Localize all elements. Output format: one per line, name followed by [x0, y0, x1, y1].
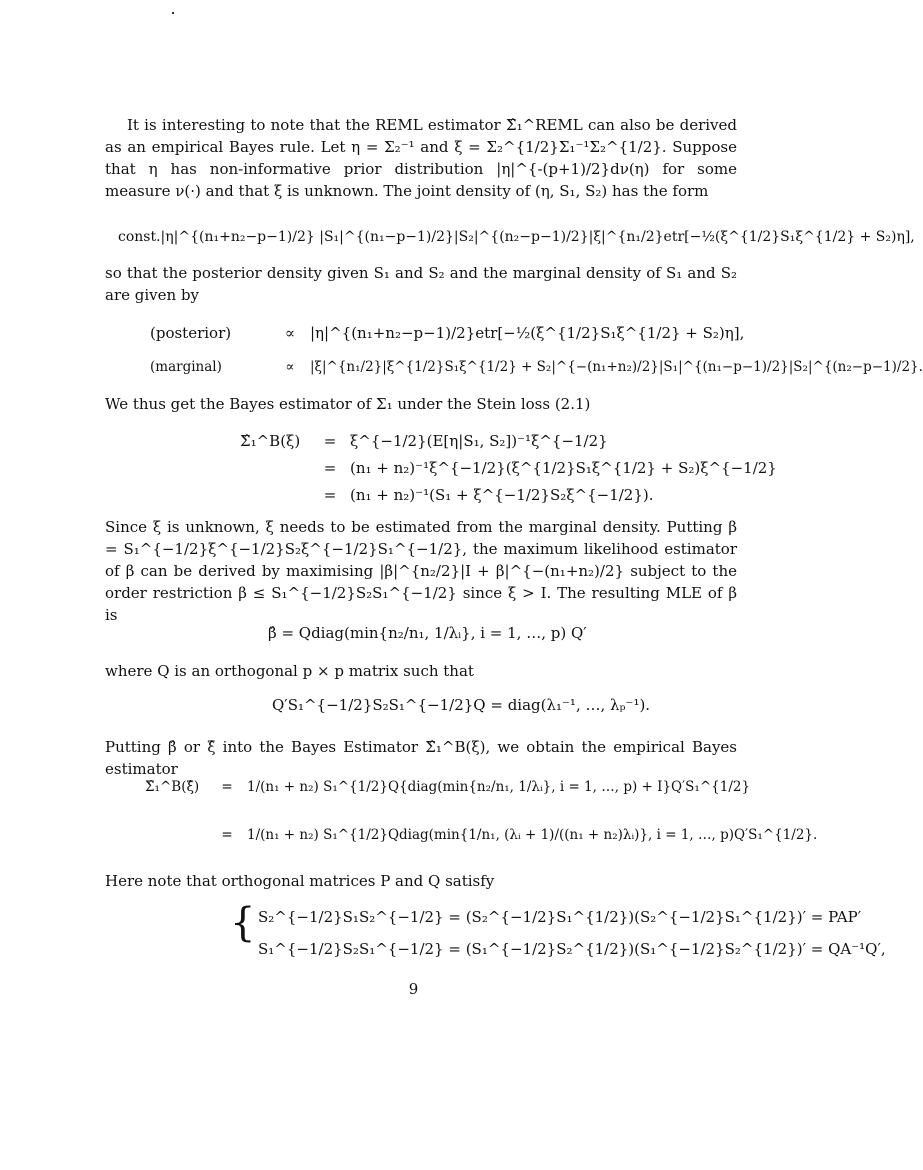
- left-brace: {: [230, 900, 256, 946]
- posterior-relation: ∝: [284, 324, 296, 342]
- marginal-rhs: |ξ|^{n₁/2}|ξ^{1/2}S₁ξ^{1/2} + S₂|^{−(n₁+n₂)/2}|S₁|^{(n₁−p−1)/2}|S₂|^{(n₂−p−1)/2}.: [310, 359, 923, 375]
- equation-bayes-row-1: Σ̂₁^B(ξ) = ξ^{−1/2}(E[η|S₁, S₂])⁻¹ξ^{−1/2}: [240, 432, 608, 450]
- equation-eb-row-1: Σ̂₁^B(ξ̂) = 1/(n₁ + n₂) S₁^{1/2}Q{diag(min{n₂/n₁, 1/λᵢ}, i = 1, …, p) + I}Q′S₁^{1/2}: [145, 776, 750, 798]
- equation-bayes-row-3: = (n₁ + n₂)⁻¹(S₁ + ξ^{−1/2}S₂ξ^{−1/2}).: [323, 486, 654, 504]
- eb-lhs: Σ̂₁^B(ξ̂): [145, 779, 200, 795]
- bayes-line-2: (n₁ + n₂)⁻¹ξ^{−1/2}(ξ^{1/2}S₁ξ^{1/2} + S₂)ξ^{−1/2}: [350, 459, 777, 477]
- equation-posterior-row: [150, 322, 744, 344]
- posterior-rhs: |η|^{(n₁+n₂−p−1)/2}etr[−½(ξ^{1/2}S₁ξ^{1/2} + S₂)η],: [310, 324, 745, 342]
- equation-pq-row-1: S₂^{−1/2}S₁S₂^{−1/2} = (S₂^{−1/2}S₁^{1/2})(S₂^{−1/2}S₁^{1/2})′ = PAP′: [258, 908, 862, 926]
- paragraph-reml-intro: It is interesting to note that the REML estimator Σ̂₁^REML can also be derived as an empirical Bayes rule. Let η = Σ₂⁻¹ and ξ = Σ₂^{1/2}Σ₁⁻¹Σ₂^{1/2}. Suppose that η has non-informative prior distribution |η|^{-(p+1)/2}dν(η) for some measure ν(·) and that ξ is unknown. The joint density of (η, S₁, S₂) has the form: [105, 116, 737, 200]
- equation-bayes-row-2: = (n₁ + n₂)⁻¹ξ^{−1/2}(ξ^{1/2}S₁ξ^{1/2} + S₂)ξ^{−1/2}: [323, 459, 777, 477]
- paragraph-posterior-marginal: so that the posterior density given S₁ and S₂ and the marginal density of S₁ and S₂ are given by: [105, 264, 737, 304]
- bayes-line-3: (n₁ + n₂)⁻¹(S₁ + ξ^{−1/2}S₂ξ^{−1/2}).: [350, 486, 654, 504]
- marginal-relation: ∝: [285, 359, 295, 375]
- equation-q-diag: Q′S₁^{−1/2}S₂S₁^{−1/2}Q = diag(λ₁⁻¹, …, λₚ⁻¹).: [272, 696, 651, 714]
- equation-joint-density: const.|η|^{(n₁+n₂−p−1)/2} |S₁|^{(n₁−p−1)/2}|S₂|^{(n₂−p−1)/2}|ξ|^{n₁/2}etr[−½(ξ^{1/2}S₁ξ^{1/2} + S₂)η],: [118, 229, 915, 245]
- equation-eb-row-2: = 1/(n₁ + n₂) S₁^{1/2}Qdiag(min{1/n₁, (λᵢ + 1)/((n₁ + n₂)λᵢ)}, i = 1, …, p)Q′S₁^{1/2}.: [221, 827, 818, 843]
- bayes-lhs: Σ̂₁^B(ξ): [240, 432, 301, 450]
- equation-beta-hat: β̂ = Qdiag(min{n₂/n₁, 1/λᵢ}, i = 1, …, p) Q′: [268, 624, 587, 642]
- paragraph-mle-beta: Since ξ is unknown, ξ needs to be estimated from the marginal density. Putting β = S₁^{−1/2}ξ^{−1/2}S₂ξ^{−1/2}S₁^{−1/2}, the maximum likelihood estimator of β can be derived by maximising |β|^{n₂/2}|I + β|^{−(n₁+n₂)/2} subject to the order restriction β ≤ S₁^{−1/2}S₂S₁^{−1/2} since ξ > I. The resulting MLE of β is: [105, 518, 737, 624]
- marginal-label: (marginal): [150, 359, 222, 375]
- eb-line-2: 1/(n₁ + n₂) S₁^{1/2}Qdiag(min{1/n₁, (λᵢ + 1)/((n₁ + n₂)λᵢ)}, i = 1, …, p)Q′S₁^{1/2}.: [247, 827, 818, 843]
- stray-dot: [172, 12, 174, 14]
- paragraph-bayes-estimator: We thus get the Bayes estimator of Σ₁ under the Stein loss (2.1): [105, 395, 591, 413]
- bayes-line-1: ξ^{−1/2}(E[η|S₁, S₂])⁻¹ξ^{−1/2}: [350, 432, 608, 450]
- posterior-label: (posterior): [150, 324, 232, 342]
- paragraph-pq-matrices: Here note that orthogonal matrices P and Q satisfy: [105, 872, 495, 890]
- equation-pq-row-2: S₁^{−1/2}S₂S₁^{−1/2} = (S₁^{−1/2}S₂^{1/2})(S₁^{−1/2}S₂^{1/2})′ = QA⁻¹Q′,: [258, 940, 886, 958]
- paragraph-empirical-bayes: Putting β̂ or ξ̂ into the Bayes Estimator Σ̂₁^B(ξ), we obtain the empirical Bayes estimator: [105, 738, 737, 778]
- page-number: 9: [408, 980, 419, 998]
- equation-marginal-row: [150, 356, 923, 378]
- eb-line-1: 1/(n₁ + n₂) S₁^{1/2}Q{diag(min{n₂/n₁, 1/λᵢ}, i = 1, …, p) + I}Q′S₁^{1/2}: [247, 779, 751, 795]
- paragraph-orthogonal-q: where Q is an orthogonal p × p matrix such that: [105, 662, 474, 680]
